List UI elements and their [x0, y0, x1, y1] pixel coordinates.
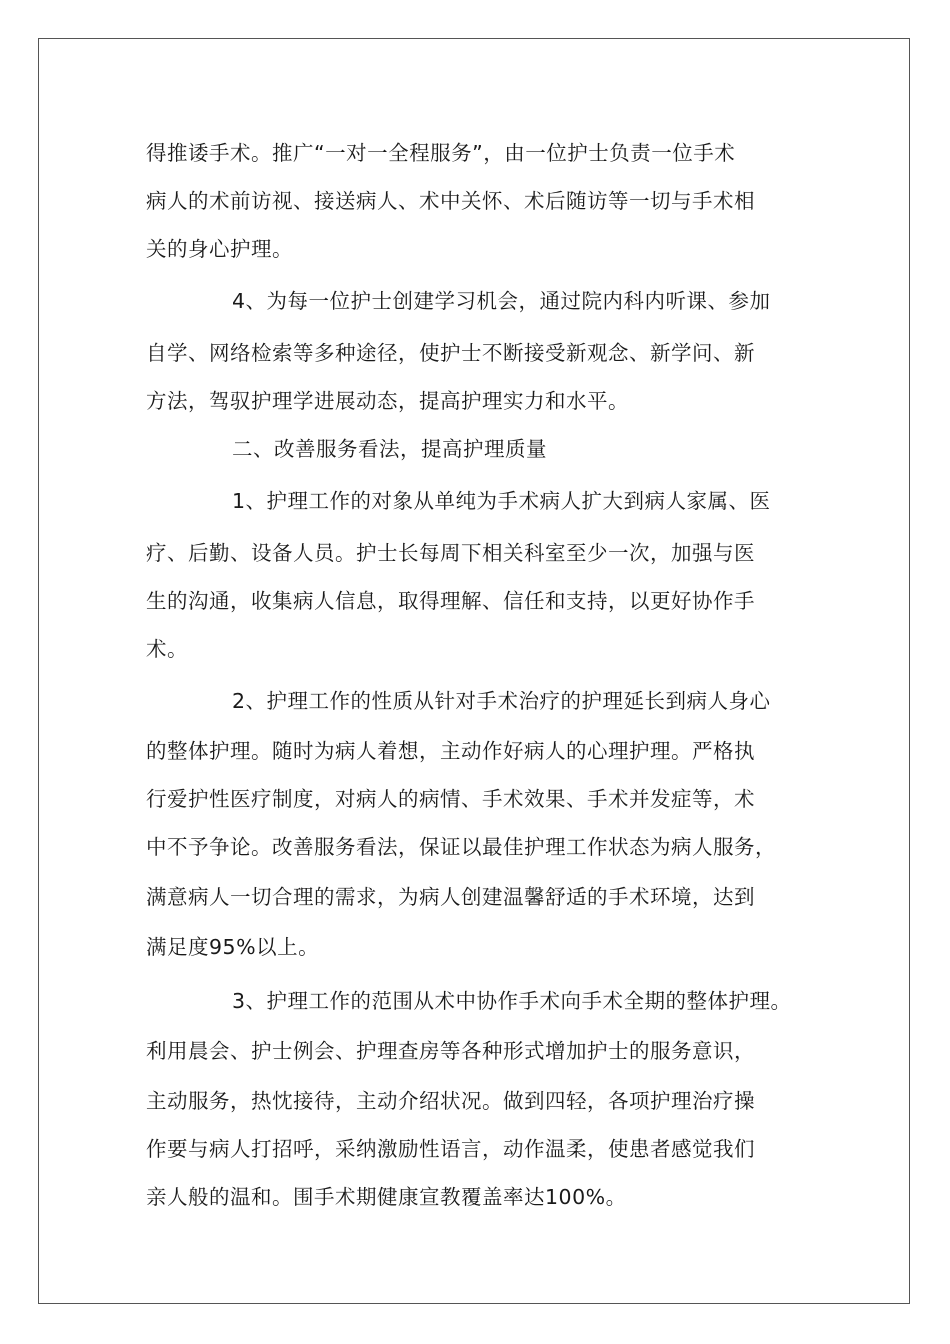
text-line: 满足度95%以上。: [146, 935, 320, 959]
text-line: 利用晨会、护士例会、护理查房等各种形式增加护士的服务意识，: [146, 1039, 755, 1063]
paragraph-1-start: 1、护理工作的对象从单纯为手术病人扩大到病人家属、医: [232, 489, 771, 513]
text-line: 关的身心护理。: [146, 237, 293, 261]
page-border: [38, 38, 910, 1304]
text-line: 行爱护性医疗制度，对病人的病情、手术效果、手术并发症等，术: [146, 787, 755, 811]
text-line: 中不予争论。改善服务看法，保证以最佳护理工作状态为病人服务，: [146, 835, 776, 859]
text-line: 病人的术前访视、接送病人、术中关怀、术后随访等一切与手术相: [146, 189, 755, 213]
text-line: 得推诿手术。推广“一对一全程服务”，由一位护士负责一位手术: [146, 141, 736, 165]
paragraph-3-start: 3、护理工作的范围从术中协作手术向手术全期的整体护理。: [232, 989, 792, 1013]
text-line: 自学、网络检索等多种途径，使护士不断接受新观念、新学问、新: [146, 341, 755, 365]
text-line: 亲人般的温和。围手术期健康宣教覆盖率达100%。: [146, 1185, 627, 1209]
text-line: 的整体护理。随时为病人着想，主动作好病人的心理护理。严格执: [146, 739, 755, 763]
paragraph-4-start: 4、为每一位护士创建学习机会，通过院内科内听课、参加: [232, 289, 771, 313]
text-line: 满意病人一切合理的需求，为病人创建温馨舒适的手术环境，达到: [146, 885, 755, 909]
text-line: 生的沟通，收集病人信息，取得理解、信任和支持，以更好协作手: [146, 589, 755, 613]
section-heading: 二、改善服务看法，提高护理质量: [232, 437, 547, 461]
text-line: 术。: [146, 637, 188, 661]
text-line: 作要与病人打招呼，采纳激励性语言，动作温柔，使患者感觉我们: [146, 1137, 755, 1161]
text-line: 方法，驾驭护理学进展动态，提高护理实力和水平。: [146, 389, 629, 413]
text-line: 主动服务，热忱接待，主动介绍状况。做到四轻，各项护理治疗操: [146, 1089, 755, 1113]
paragraph-2-start: 2、护理工作的性质从针对手术治疗的护理延长到病人身心: [232, 689, 771, 713]
text-line: 疗、后勤、设备人员。护士长每周下相关科室至少一次，加强与医: [146, 541, 755, 565]
